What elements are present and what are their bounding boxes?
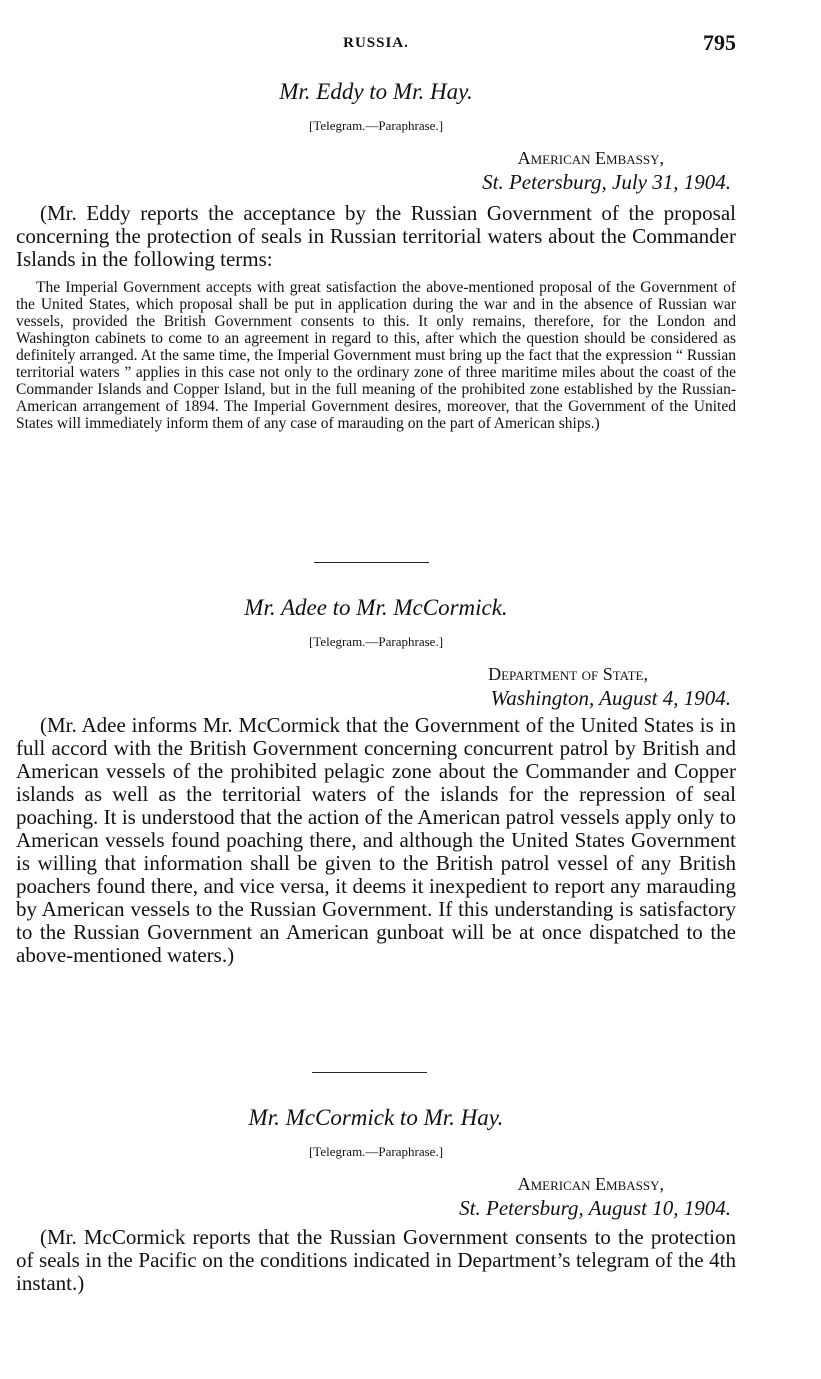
quoted-terms: The Imperial Government accepts with great satisfaction the above-mentioned proposal of the Government of the United States, which proposal shall be put in application during the war and in the absence of Russian war vessels, provided the British Government consents to this. It only remains, therefore, for the London and Washington cabinets to come to an agreement in regard to this, after which the question should be considered as definitely arranged. At the same time, the Imperial Government must bring up the fact that the expression “ Russian territorial waters ” applies in this case not only to the ordinary zone of three maritime miles about the coast of the Commander Islands and Copper Island, but in the full meaning of the prohibited zone established by the Russian-American arrangement of 1894. The Imperial Government desires, moreover, that the Government of the United States will immediately inform them of any case of marauding on the part of American ships.) [16, 279, 736, 432]
running-head [16, 30, 736, 56]
telegram-section-adee [16, 594, 736, 967]
section-heading: Mr. McCormick to Mr. Hay. [248, 1105, 504, 1130]
telegram-section-mccormick [16, 1104, 736, 1295]
section-body: (Mr. Adee informs Mr. McCormick that the Government of the United States is in full accord with the British Government concerning concurrent patrol by British and American vessels of the prohibited pelagic zone about the Commander and Copper islands as well as the territorial waters of the islands for the repression of seal poaching. It is understood that the action of the American patrol vessels apply only to American vessels found poaching there, and although the United States Government is willing that information shall be given to the British patrol vessel of any British poachers found there, and vice versa, it deems it inexpedient to report any marauding by American vessels to the Russian Government. If this understanding is satisfactory to the Russian Government an American gunboat will be at once dispatched to the above-mentioned waters.) [16, 713, 736, 967]
sender-date: St. Petersburg, August 10, 1904. [459, 1196, 731, 1220]
document-page [16, 0, 736, 1379]
section-subheading: [Telegram.—Paraphrase.] [308, 634, 444, 649]
sender-date: Washington, August 4, 1904. [490, 686, 731, 710]
sender-place: American Embassy, [517, 1174, 664, 1194]
running-title: RUSSIA. [343, 35, 409, 51]
section-divider [312, 1072, 427, 1073]
section-divider [314, 562, 429, 563]
sender-place: American Embassy, [517, 148, 664, 168]
sender-date: St. Petersburg, July 31, 1904. [482, 170, 731, 194]
section-subheading: [Telegram.—Paraphrase.] [308, 118, 444, 133]
page-number: 795 [703, 30, 736, 55]
section-body: (Mr. McCormick reports that the Russian Government consents to the protection of seals in the Pacific on the conditions indicated in Department’s telegram of the 4th instant.) [16, 1225, 736, 1295]
section-subheading: [Telegram.—Paraphrase.] [308, 1144, 444, 1159]
sender-place: Department of State, [488, 664, 648, 684]
telegram-section-eddy [16, 78, 736, 432]
section-body: (Mr. Eddy reports the acceptance by the Russian Government of the proposal concerning the protection of seals in Russian territorial waters about the Commander Islands in the following terms: [16, 201, 736, 271]
section-heading: Mr. Eddy to Mr. Hay. [279, 79, 473, 104]
section-heading: Mr. Adee to Mr. McCormick. [244, 595, 508, 620]
